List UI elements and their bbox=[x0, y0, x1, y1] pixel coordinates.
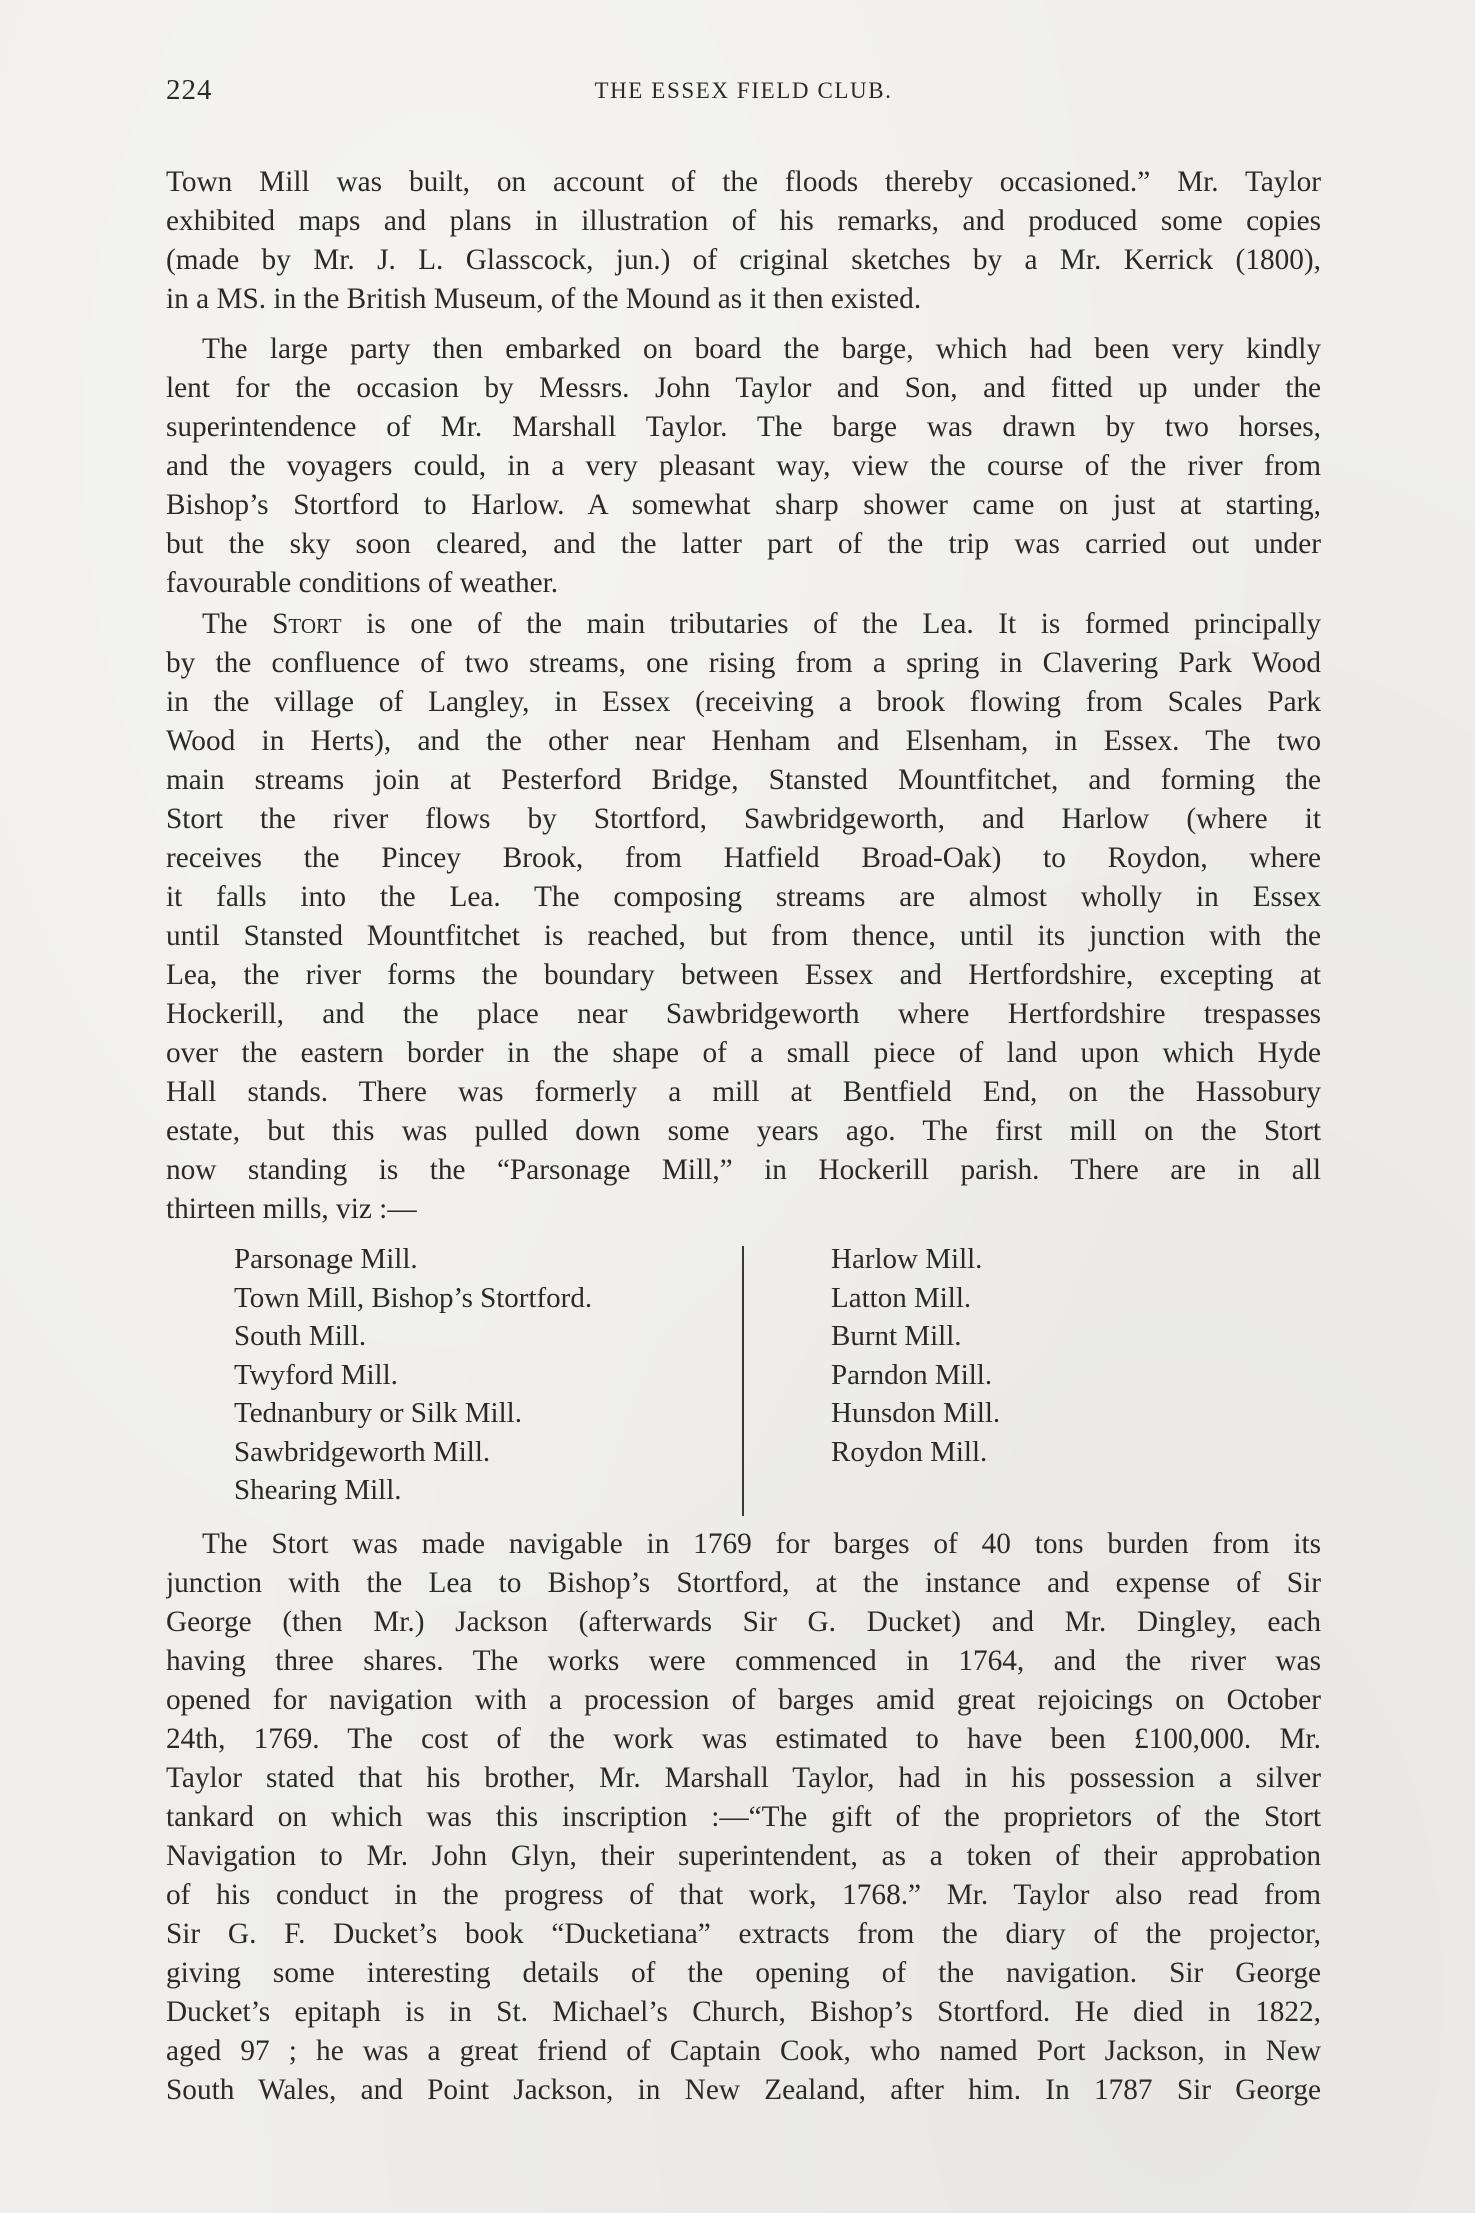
mill-item: Twyford Mill. bbox=[234, 1358, 398, 1391]
text-line: it falls into the Lea. The composing streams are almost wholly in Essex bbox=[166, 881, 1321, 913]
text-line: lent for the occasion by Messrs. John Taylor and Son, and fitted up under the bbox=[166, 372, 1321, 404]
text-line: superintendence of Mr. Marshall Taylor. The barge was drawn by two horses, bbox=[166, 411, 1321, 443]
text-line: Bishop’s Stortford to Harlow. A somewhat sharp shower came on just at starting, bbox=[166, 489, 1321, 521]
page-number: 224 bbox=[166, 74, 213, 106]
paragraph-navigation-history bbox=[166, 1525, 1321, 2110]
text-line: Navigation to Mr. John Glyn, their superintendent, as a token of their approbation bbox=[166, 1840, 1321, 1872]
text-line: George (then Mr.) Jackson (afterwards Sir G. Ducket) and Mr. Dingley, each bbox=[166, 1606, 1321, 1638]
text-line: receives the Pincey Brook, from Hatfield Broad-Oak) to Roydon, where bbox=[166, 842, 1321, 874]
text-line: in the village of Langley, in Essex (receiving a brook flowing from Scales Park bbox=[166, 686, 1321, 718]
text-line: over the eastern border in the shape of a small piece of land upon which Hyde bbox=[166, 1037, 1321, 1069]
running-title: THE ESSEX FIELD CLUB. bbox=[594, 78, 893, 103]
paragraph-barge-trip bbox=[166, 330, 1321, 603]
text-line: estate, but this was pulled down some years ago. The first mill on the Stort bbox=[166, 1115, 1321, 1147]
mill-item: Parndon Mill. bbox=[831, 1358, 993, 1391]
mill-item: Harlow Mill. bbox=[831, 1243, 983, 1275]
text-line: Wood in Herts), and the other near Henham and Elsenham, in Essex. The two bbox=[166, 725, 1321, 757]
text-line: and the voyagers could, in a very pleasant way, view the course of the river from bbox=[166, 450, 1321, 482]
text-line: 24th, 1769. The cost of the work was estimated to have been £100,000. Mr. bbox=[166, 1723, 1321, 1755]
mill-item: Roydon Mill. bbox=[831, 1435, 988, 1468]
text-line: South Wales, and Point Jackson, in New Zealand, after him. In 1787 Sir George bbox=[166, 2074, 1321, 2106]
mills-list-left-column bbox=[234, 1240, 592, 1510]
text-fragment: The bbox=[202, 608, 273, 640]
text-line: Stort the river flows by Stortford, Sawbridgeworth, and Harlow (where it bbox=[166, 803, 1321, 835]
mill-item: Latton Mill. bbox=[831, 1281, 972, 1314]
text-line: having three shares. The works were commenced in 1764, and the river was bbox=[166, 1645, 1321, 1677]
mill-item: Sawbridgeworth Mill. bbox=[234, 1435, 491, 1468]
mill-item: Tednanbury or Silk Mill. bbox=[234, 1397, 522, 1429]
text-line: Taylor stated that his brother, Mr. Marshall Taylor, had in his possession a silver bbox=[166, 1762, 1321, 1794]
mill-item: Shearing Mill. bbox=[234, 1474, 402, 1506]
text-line: main streams join at Pesterford Bridge, Stansted Mountfitchet, and forming the bbox=[166, 764, 1321, 796]
text-line: (made by Mr. J. L. Glasscock, jun.) of criginal sketches by a Mr. Kerrick (1800), bbox=[166, 244, 1321, 276]
mill-item: Hunsdon Mill. bbox=[831, 1397, 1001, 1429]
text-line: Hall stands. There was formerly a mill at Bentfield End, on the Hassobury bbox=[166, 1076, 1321, 1108]
mill-item: Town Mill, Bishop’s Stortford. bbox=[234, 1281, 593, 1314]
text-line: until Stansted Mountfitchet is reached, but from thence, until its junction with the bbox=[166, 920, 1321, 952]
text-line: in a MS. in the British Museum, of the Mound as it then existed. bbox=[166, 283, 922, 315]
text-line: giving some interesting details of the opening of the navigation. Sir George bbox=[166, 1957, 1321, 1989]
text-line: Town Mill was built, on account of the floods thereby occasioned.” Mr. Taylor bbox=[166, 166, 1321, 198]
column-divider bbox=[742, 1246, 744, 1516]
paragraph-mound-maps bbox=[166, 163, 1321, 319]
text-line: Sir G. F. Ducket’s book “Ducketiana” extracts from the diary of the projector, bbox=[166, 1918, 1321, 1950]
text-line: thirteen mills, viz :— bbox=[166, 1193, 417, 1225]
text-line: opened for navigation with a procession of barges amid great rejoicings on October bbox=[166, 1684, 1321, 1716]
text-fragment: is one of the main tributaries of the Lea. It is formed principally bbox=[341, 608, 1321, 640]
text-line: The large party then embarked on board the barge, which had been very kindly bbox=[202, 333, 1321, 365]
text-line: junction with the Lea to Bishop’s Stortford, at the instance and expense of Sir bbox=[166, 1567, 1321, 1599]
text-line: of his conduct in the progress of that work, 1768.” Mr. Taylor also read from bbox=[166, 1879, 1321, 1911]
mill-item: Parsonage Mill. bbox=[234, 1243, 418, 1275]
text-line: favourable conditions of weather. bbox=[166, 567, 559, 599]
text-line: by the confluence of two streams, one rising from a spring in Clavering Park Wood bbox=[166, 647, 1321, 679]
text-line: aged 97 ; he was a great friend of Captain Cook, who named Port Jackson, in New bbox=[166, 2035, 1321, 2067]
text-line: Ducket’s epitaph is in St. Michael’s Church, Bishop’s Stortford. He died in 1822, bbox=[166, 1996, 1321, 2028]
mill-item: Burnt Mill. bbox=[831, 1320, 962, 1352]
text-line: Hockerill, and the place near Sawbridgeworth where Hertfordshire trespasses bbox=[166, 998, 1321, 1030]
text-line: Lea, the river forms the boundary between Essex and Hertfordshire, excepting at bbox=[166, 959, 1321, 991]
mills-list-right-column bbox=[831, 1240, 1000, 1471]
mills-list bbox=[166, 1240, 1321, 1525]
text-line: exhibited maps and plans in illustration of his remarks, and produced some copies bbox=[166, 205, 1321, 237]
paragraph-river-stort bbox=[166, 605, 1321, 1229]
text-line: now standing is the “Parsonage Mill,” in Hockerill parish. There are in all bbox=[166, 1154, 1321, 1186]
mill-item: South Mill. bbox=[234, 1320, 367, 1352]
text-line bbox=[166, 605, 1321, 644]
text-line: tankard on which was this inscription :—“The gift of the proprietors of the Stort bbox=[166, 1801, 1321, 1833]
river-name-smallcaps: Stort bbox=[272, 608, 342, 640]
page-header bbox=[166, 74, 1321, 114]
text-line: but the sky soon cleared, and the latter part of the trip was carried out under bbox=[166, 528, 1321, 560]
text-line: The Stort was made navigable in 1769 for barges of 40 tons burden from its bbox=[202, 1528, 1321, 1560]
